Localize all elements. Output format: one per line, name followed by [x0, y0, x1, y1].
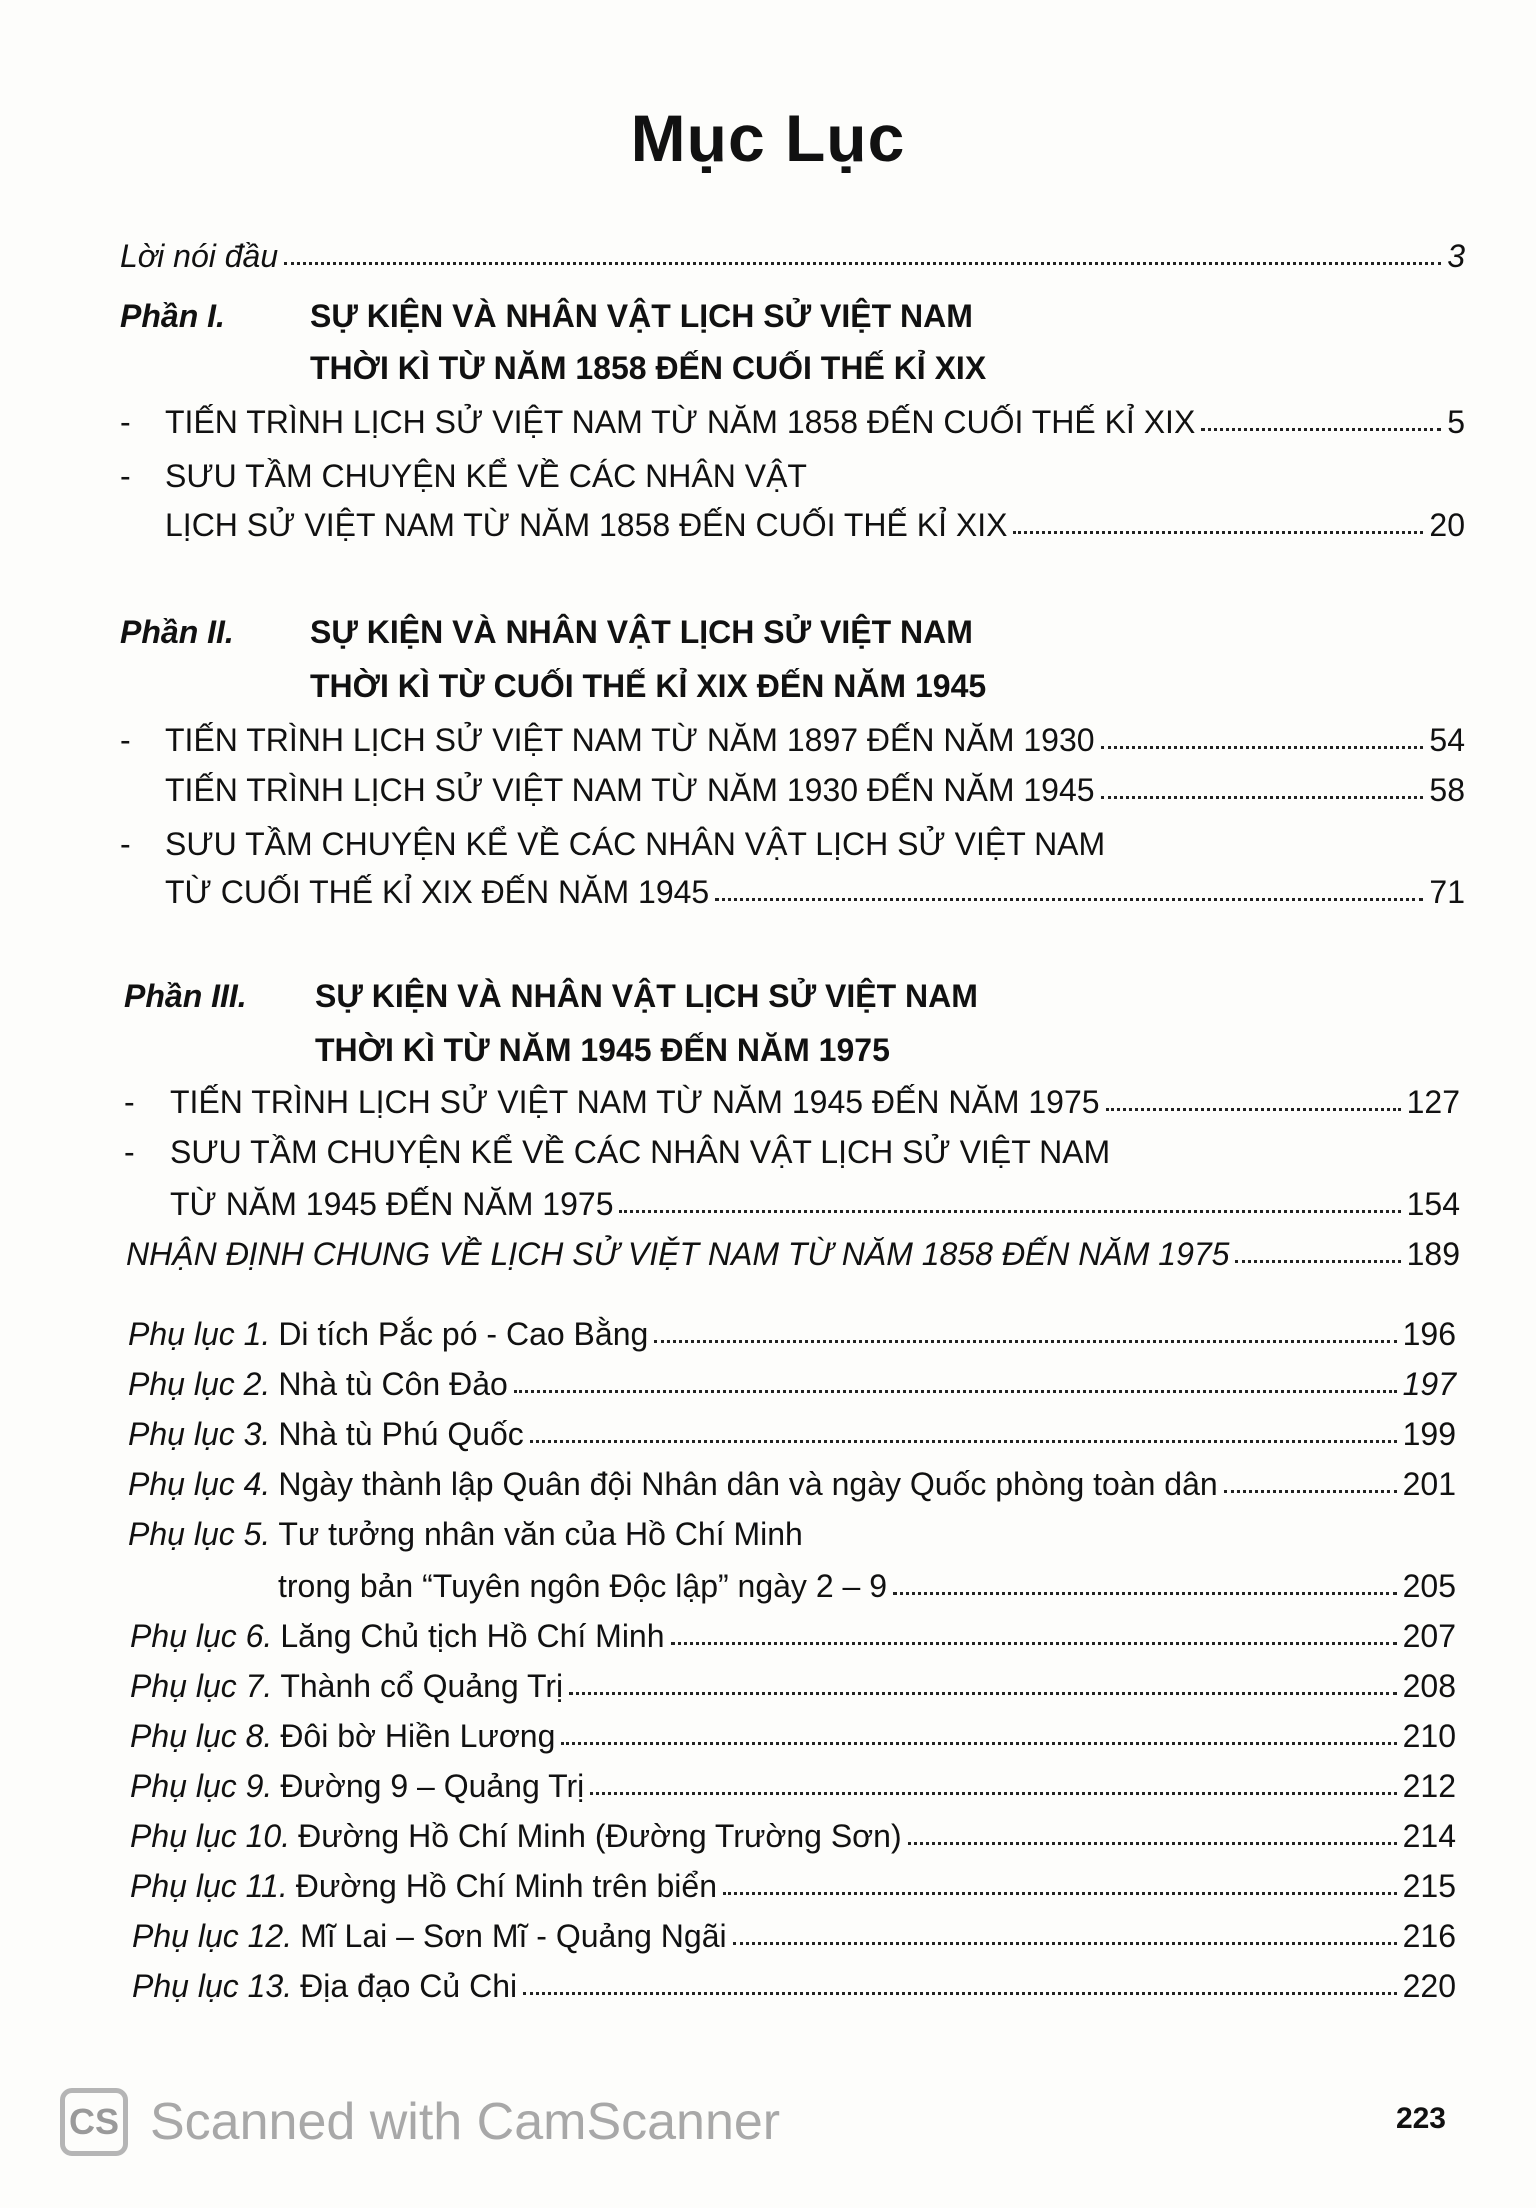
toc-entry[interactable]	[165, 505, 1465, 545]
appendix-page: 207	[1402, 1618, 1456, 1654]
dot-leader	[561, 1734, 1396, 1745]
toc-entry-line1	[170, 1132, 1110, 1172]
appendix-title: Đường 9 – Quảng Trị	[280, 1768, 585, 1804]
appendix-label: Phụ lục 3.	[128, 1416, 271, 1452]
dot-leader	[1201, 420, 1441, 431]
dot-leader	[530, 1432, 1397, 1443]
appendix-title: Nhà tù Phú Quốc	[278, 1416, 524, 1452]
entry-page: 54	[1429, 722, 1465, 758]
dot-leader	[1013, 523, 1423, 534]
bullet-dash: -	[120, 404, 131, 440]
dot-leader	[1101, 738, 1424, 749]
preface-label: Lời nói đầu	[120, 238, 279, 274]
general-assessment-entry[interactable]	[126, 1234, 1460, 1274]
appendix-page: 220	[1402, 1968, 1456, 2004]
appendix-label: Phụ lục 4.	[128, 1466, 271, 1502]
appendix-label: Phụ lục 13.	[132, 1968, 293, 2004]
toc-entry[interactable]	[165, 402, 1465, 442]
dot-leader	[619, 1202, 1400, 1213]
appendix-label: Phụ lục 6.	[130, 1618, 273, 1654]
appendix-page: 205	[1402, 1568, 1456, 1604]
dot-leader	[569, 1684, 1396, 1695]
appendix-entry[interactable]	[130, 1816, 1456, 1856]
appendix-title: Ngày thành lập Quân đội Nhân dân và ngày Quốc phòng toàn dân	[278, 1466, 1218, 1502]
dot-leader	[723, 1884, 1397, 1895]
part-2-label: Phần II.	[120, 614, 234, 650]
dot-leader	[590, 1784, 1396, 1795]
appendix-title: Địa đạo Củ Chi	[300, 1968, 518, 2004]
entry-page: 58	[1429, 772, 1465, 808]
part-1-title-line2: THỜI KÌ TỪ NĂM 1858 ĐẾN CUỐI THẾ KỈ XIX	[310, 350, 987, 386]
dot-leader	[1235, 1252, 1400, 1263]
part-2-title-line2: THỜI KÌ TỪ CUỐI THẾ KỈ XIX ĐẾN NĂM 1945	[310, 668, 987, 704]
bullet-dash: -	[124, 1084, 135, 1120]
dot-leader	[284, 254, 1441, 265]
entry-title: TIẾN TRÌNH LỊCH SỬ VIỆT NAM TỪ NĂM 1897 ĐẾN NĂM 1930	[165, 722, 1095, 758]
entry-title: TIẾN TRÌNH LỊCH SỬ VIỆT NAM TỪ NĂM 1930 ĐẾN NĂM 1945	[165, 772, 1095, 808]
appendix-label: Phụ lục 8.	[130, 1718, 273, 1754]
general-assessment-page: 189	[1406, 1236, 1460, 1272]
toc-entry[interactable]	[165, 872, 1465, 912]
toc-entry[interactable]	[170, 1082, 1460, 1122]
bullet-dash: -	[120, 722, 131, 758]
appendix-label: Phụ lục 9.	[130, 1768, 273, 1804]
entry-title: TIẾN TRÌNH LỊCH SỬ VIỆT NAM TỪ NĂM 1858 ĐẾN CUỐI THẾ KỈ XIX	[165, 404, 1196, 440]
page-title: Mục Lục	[630, 101, 906, 175]
appendix-entry[interactable]	[128, 1364, 1456, 1404]
appendix-entry[interactable]	[132, 1966, 1456, 2006]
entry-title-line2: TỪ NĂM 1945 ĐẾN NĂM 1975	[170, 1186, 614, 1222]
bullet-dash: -	[120, 826, 131, 862]
appendix-title: Mĩ Lai – Sơn Mĩ - Quảng Ngãi	[300, 1918, 727, 1954]
appendix-page: 201	[1402, 1466, 1456, 1502]
appendix-page: 212	[1402, 1768, 1456, 1804]
preface-entry[interactable]	[120, 236, 1465, 276]
part-1-title-line1: SỰ KIỆN VÀ NHÂN VẬT LỊCH SỬ VIỆT NAM	[310, 298, 973, 334]
dot-leader	[654, 1332, 1396, 1343]
appendix-title: Lăng Chủ tịch Hồ Chí Minh	[280, 1618, 665, 1654]
general-assessment-title: NHẬN ĐỊNH CHUNG VỀ LỊCH SỬ VIỆT NAM TỪ NĂM 1858 ĐẾN NĂM 1975	[126, 1236, 1230, 1272]
preface-page: 3	[1447, 238, 1465, 274]
dot-leader	[908, 1834, 1397, 1845]
appendix-title-line2: trong bản “Tuyên ngôn Độc lập” ngày 2 – 9	[278, 1568, 887, 1604]
appendix-label: Phụ lục 1.	[128, 1316, 271, 1352]
dot-leader	[1224, 1482, 1397, 1493]
appendix-title: Đôi bờ Hiền Lương	[280, 1718, 556, 1754]
appendix-label: Phụ lục 11.	[130, 1868, 288, 1904]
appendix-label: Phụ lục 2.	[128, 1366, 271, 1402]
appendix-label: Phụ lục 7.	[130, 1668, 273, 1704]
appendix-page: 196	[1402, 1316, 1456, 1352]
appendix-page: 215	[1402, 1868, 1456, 1904]
dot-leader	[1101, 788, 1424, 799]
appendix-page: 214	[1402, 1818, 1456, 1854]
appendix-title: Nhà tù Côn Đảo	[278, 1366, 508, 1402]
entry-page: 20	[1429, 507, 1465, 543]
camscanner-logo: CS	[60, 2088, 128, 2156]
appendix-entry[interactable]	[130, 1766, 1456, 1806]
appendix-page: 197	[1402, 1366, 1456, 1402]
appendix-label: Phụ lục 12.	[132, 1918, 293, 1954]
appendix-page: 208	[1402, 1668, 1456, 1704]
appendix-page: 199	[1402, 1416, 1456, 1452]
appendix-label: Phụ lục 5.	[128, 1516, 271, 1552]
entry-page: 71	[1429, 874, 1465, 910]
entry-page: 127	[1406, 1084, 1460, 1120]
appendix-title: Đường Hồ Chí Minh (Đường Trường Sơn)	[298, 1818, 902, 1854]
entry-title-line2: TỪ CUỐI THẾ KỈ XIX ĐẾN NĂM 1945	[165, 874, 710, 910]
part-3-title-line1: SỰ KIỆN VÀ NHÂN VẬT LỊCH SỬ VIỆT NAM	[315, 978, 978, 1014]
scanner-watermark: Scanned with CamScanner	[150, 2093, 781, 2151]
dot-leader	[1106, 1100, 1401, 1111]
appendix-entry[interactable]	[128, 1464, 1456, 1504]
part-2-title-line1: SỰ KIỆN VÀ NHÂN VẬT LỊCH SỬ VIỆT NAM	[310, 614, 973, 650]
part-3-label: Phần III.	[124, 978, 247, 1014]
appendix-title: Đường Hồ Chí Minh trên biển	[295, 1868, 717, 1904]
toc-entry[interactable]	[170, 1184, 1460, 1224]
part-3-title-line2: THỜI KÌ TỪ NĂM 1945 ĐẾN NĂM 1975	[315, 1032, 890, 1068]
entry-title: SƯU TẦM CHUYỆN KỂ VỀ CÁC NHÂN VẬT	[165, 458, 807, 494]
appendix-page: 216	[1402, 1918, 1456, 1954]
appendix-entry[interactable]	[130, 1716, 1456, 1756]
appendix-page: 210	[1402, 1718, 1456, 1754]
bullet-dash: -	[124, 1134, 135, 1170]
toc-entry-line1	[165, 824, 1105, 864]
appendix-entry[interactable]	[130, 1866, 1456, 1906]
appendix-title: Tư tưởng nhân văn của Hồ Chí Minh	[278, 1516, 803, 1552]
dot-leader	[893, 1584, 1397, 1595]
toc-entry[interactable]	[165, 770, 1465, 810]
appendix-title: Thành cổ Quảng Trị	[280, 1668, 564, 1704]
page-number: 223	[1395, 2102, 1446, 2135]
part-1-label: Phần I.	[120, 298, 225, 334]
appendix-entry[interactable]	[132, 1916, 1456, 1956]
appendix-entry[interactable]	[128, 1314, 1456, 1354]
toc-entry[interactable]	[165, 720, 1465, 760]
bullet-dash: -	[120, 458, 131, 494]
appendix-entry[interactable]	[278, 1566, 1456, 1606]
dot-leader	[671, 1634, 1397, 1645]
appendix-title: Di tích Pắc pó - Cao Bằng	[278, 1316, 649, 1352]
appendix-entry[interactable]	[130, 1616, 1456, 1656]
appendix-label: Phụ lục 10.	[130, 1818, 291, 1854]
dot-leader	[523, 1984, 1397, 1995]
entry-title-line2: LỊCH SỬ VIỆT NAM TỪ NĂM 1858 ĐẾN CUỐI THẾ KỈ XIX	[165, 507, 1008, 543]
dot-leader	[715, 890, 1423, 901]
entry-title: SƯU TẦM CHUYỆN KỂ VỀ CÁC NHÂN VẬT LỊCH SỬ VIỆT NAM	[165, 826, 1106, 862]
appendix-entry-line1	[128, 1514, 803, 1554]
dot-leader	[514, 1382, 1397, 1393]
appendix-entry[interactable]	[130, 1666, 1456, 1706]
entry-title: TIẾN TRÌNH LỊCH SỬ VIỆT NAM TỪ NĂM 1945 ĐẾN NĂM 1975	[170, 1084, 1100, 1120]
entry-title: SƯU TẦM CHUYỆN KỂ VỀ CÁC NHÂN VẬT LỊCH SỬ VIỆT NAM	[170, 1134, 1111, 1170]
appendix-entry[interactable]	[128, 1414, 1456, 1454]
entry-page: 154	[1406, 1186, 1460, 1222]
entry-page: 5	[1447, 404, 1465, 440]
toc-entry-line1	[165, 456, 807, 496]
dot-leader	[733, 1934, 1397, 1945]
